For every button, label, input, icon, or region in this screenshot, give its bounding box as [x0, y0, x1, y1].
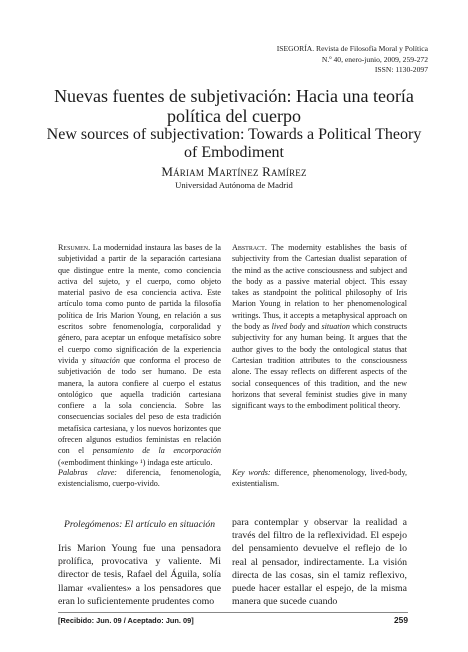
abstract-italic-a: lived body [271, 322, 306, 332]
keywords-english [232, 467, 407, 489]
resumen-text-b: que conforma el proceso de subjetivación de todo ser humano. De esta manera, la autora confiere al cuerpo el estatus ontológico que aquella tradición cartesiana confiere a la sola conciencia. Sobre las consecuencias sociales del peso de esta tradición metafísica cartesiana, y los nuevos horizontes que ofrecen algunos estudios feministas en relación con el [58, 355, 221, 456]
resumen-label: Resumen. [58, 243, 91, 252]
keywords-english-text: difference, phenomenology, lived-body, existentialism. [232, 468, 407, 489]
body-text-right: para contemplar y observar la realidad a través del filtro de la reflexividad. El espejo del pensamiento devuelve el reflejo de lo real al pensador, indirectamente. La visión directa de las cosas, sin el tamiz reflexivo, puede hacer estallar el espejo, de la misma manera que sucede cuando [232, 517, 407, 608]
journal-header [168, 44, 428, 76]
footer-rule [58, 612, 408, 613]
keywords-spanish-text: diferencia, fenomenología, existencialismo, cuerpo-vivido. [58, 468, 221, 489]
body-text-left: Iris Marion Young fue una pensadora prolífica, provocativa y valiente. Mi director de tesis, Rafael del Águila, solía llamar «valientes» a los pensadores que eran lo suficientemente prudentes como [58, 543, 221, 607]
section-heading: Prolegómenos: El artículo en situación [64, 519, 215, 530]
resumen-italic-a: situación [90, 355, 120, 365]
author-name: Máriam Martínez Ramírez [161, 164, 307, 179]
abstract-text-c: which constructs subjectivity for any human being. It argues that the author gives to the body the ontological status that Cartesian tradition attributes to the consciousness alone. The essay reflects on different aspects of the social consequences of this tradition, and the new horizons that several feminist studies give in many significant ways to the embodiment political theory. [232, 322, 407, 411]
keywords-spanish-label: Palabras clave: [58, 468, 117, 477]
resumen-text-c: («embodiment thinking» ¹) indaga este artículo. [58, 457, 213, 467]
title-spanish: Nuevas fuentes de subjetivación: Hacia una teoría política del cuerpo [54, 86, 414, 126]
page-number: 259 [394, 615, 408, 625]
keywords-spanish [58, 467, 221, 489]
abstract-text-b: and [305, 322, 322, 332]
abstract-paragraph [232, 242, 407, 411]
keywords-english-label: Key words: [232, 468, 271, 477]
received-accepted-dates: [Recibido: Jun. 09 / Aceptado: Jun. 09] [58, 616, 194, 625]
abstract-label: Abstract. [232, 243, 267, 252]
author-affiliation: Universidad Autónoma de Madrid [175, 180, 293, 190]
resumen-paragraph [58, 242, 221, 468]
resumen-text-a: La modernidad instaura las bases de la subjetividad a partir de la separación cartesiana que distingue entre la mente, como conciencia activa del sujeto, y el cuerpo, como objeto material pasivo de esa conciencia activa. Este artículo toma como punto de partida la filosofía política de Iris Marion Young, en relación a sus escritos sobre fenomenología, corporalidad y género, para aceptar un enfoque metafísico sobre el cuerpo como significación de la experiencia vivida y [58, 243, 221, 365]
abstract-italic-b: situation [321, 322, 350, 332]
journal-name: ISEGORÍA. Revista de Filosofía Moral y Política [276, 44, 428, 53]
journal-issue: N.º 40, enero-junio, 2009, 259-272 [321, 54, 428, 64]
title-english: New sources of subjectivation: Towards a Political Theory of Embodiment [46, 126, 422, 161]
journal-issn: ISSN: 1130-2097 [374, 65, 428, 74]
abstract-text-a: The modernity establishes the basis of subjectivity from the Cartesian dualist separation of the mind as the active consciousness and subject and the body as a passive material object. This essay takes as standpoint the political philosophy of Iris Marion Young in relation to her phenomenological writings. Thus, it accepts a metaphysical approach on the body as [232, 243, 407, 332]
resumen-italic-b: pensamiento de la encorporación [92, 446, 221, 456]
